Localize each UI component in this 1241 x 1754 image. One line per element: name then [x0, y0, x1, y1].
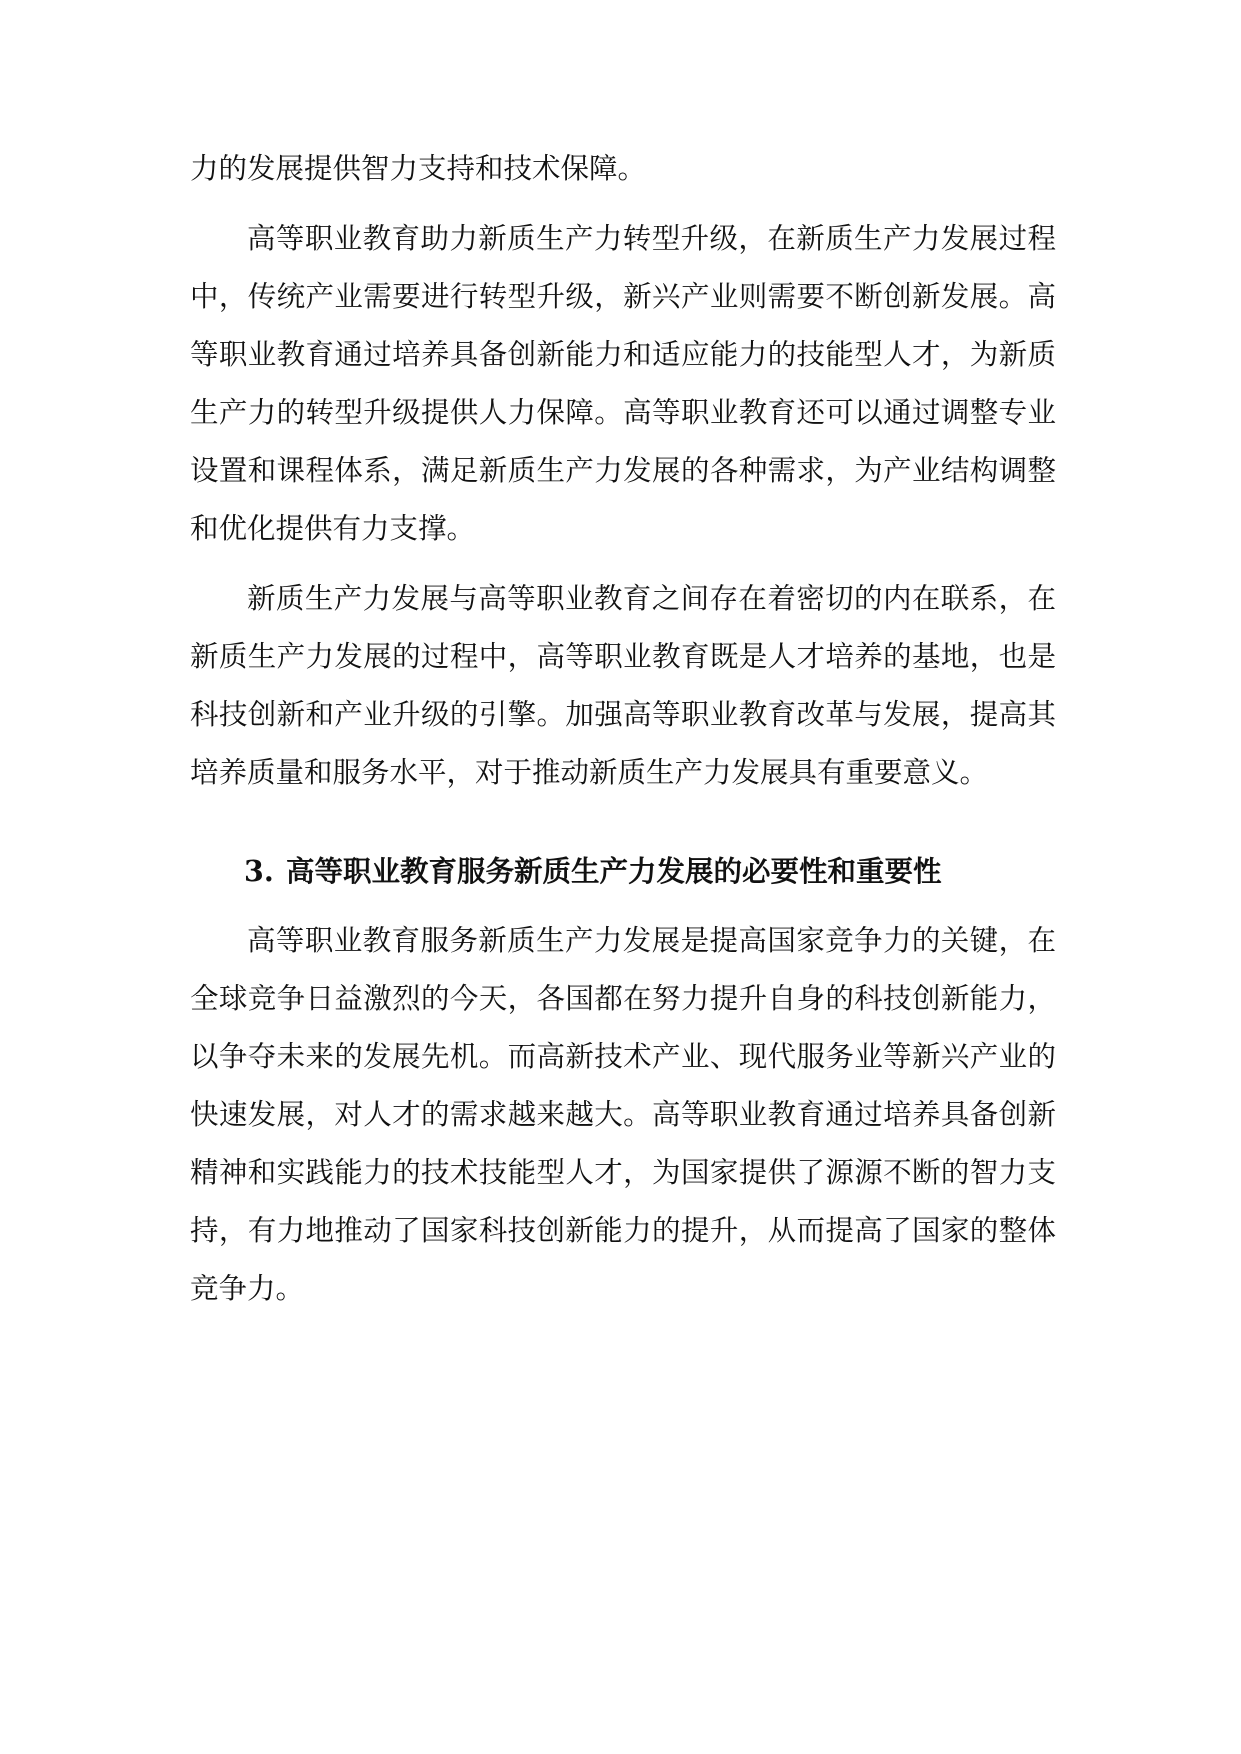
paragraph-continuation: 力的发展提供智力支持和技术保障。	[190, 152, 647, 185]
section-heading	[190, 842, 1056, 900]
paragraph-competitiveness: 高等职业教育服务新质生产力发展是提高国家竞争力的关键，在全球竞争日益激烈的今天，各国都在努力提升自身的科技创新能力，以争夺未来的发展先机。而高新技术产业、现代服务业等新兴产业的快速发展，对人才的需求越来越大。高等职业教育通过培养具备创新精神和实践能力的技术技能型人才，为国家提供了源源不断的智力支持，有力地推动了国家科技创新能力的提升，从而提高了国家的整体竞争力。	[190, 924, 1056, 1305]
paragraph-transformation: 高等职业教育助力新质生产力转型升级，在新质生产力发展过程中，传统产业需要进行转型升级，新兴产业则需要不断创新发展。高等职业教育通过培养具备创新能力和适应能力的技能型人才，为新质生产力的转型升级提供人力保障。高等职业教育还可以通过调整专业设置和课程体系，满足新质生产力发展的各种需求，为产业结构调整和优化提供有力支撑。	[190, 222, 1056, 545]
paragraph-relationship: 新质生产力发展与高等职业教育之间存在着密切的内在联系，在新质生产力发展的过程中，高等职业教育既是人才培养的基地，也是科技创新和产业升级的引擎。加强高等职业教育改革与发展，提高其培养质量和服务水平，对于推动新质生产力发展具有重要意义。	[190, 582, 1056, 789]
document-page	[190, 140, 1056, 1318]
section-title: 高等职业教育服务新质生产力发展的必要性和重要性	[286, 854, 942, 888]
section-number: 3.	[244, 854, 274, 888]
